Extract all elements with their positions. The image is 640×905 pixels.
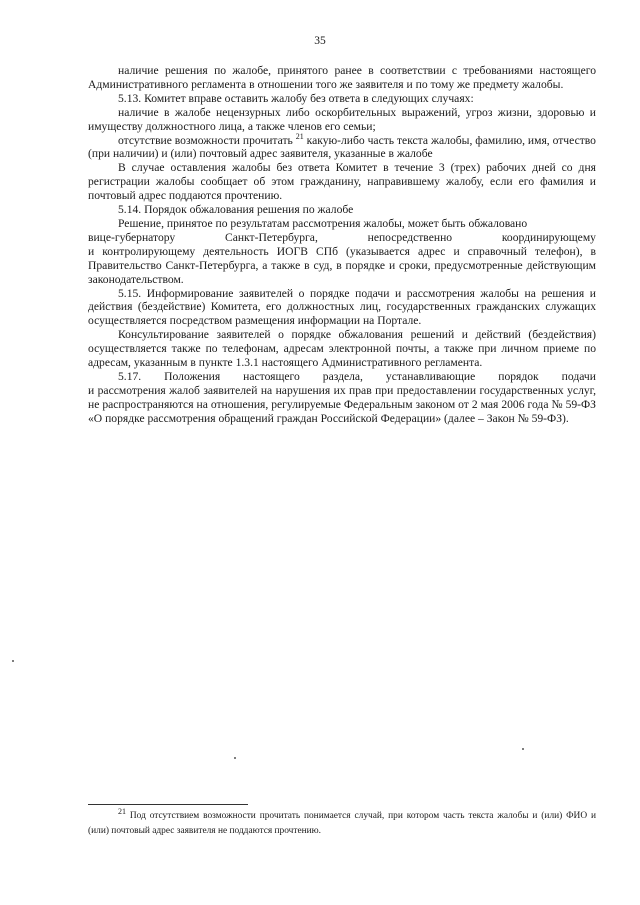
- paragraph-unreadable: [88, 131, 596, 162]
- spread-word: устанавливающие: [385, 369, 476, 383]
- spread-word: вице-губернатору: [88, 230, 176, 244]
- spread-word: координирующему: [501, 230, 596, 244]
- page-number: 35: [314, 35, 326, 47]
- spread-word: раздела,: [322, 369, 363, 383]
- footnote-number: 21: [118, 806, 126, 816]
- scan-speck: [12, 660, 14, 662]
- footnote-divider: [88, 804, 248, 805]
- spread-word: подачи: [561, 369, 596, 383]
- paragraph-1: наличие решения по жалобе, принятого ранее в соответствии с требованиями настоящего Административного регламента в отношении того же заявителя и по тому же предмету жалобы.: [88, 64, 596, 91]
- body-text: [88, 64, 596, 426]
- spread-word: непосредственно: [367, 230, 453, 244]
- paragraph-5-13: 5.13. Комитет вправе оставить жалобу без ответа в следующих случаях:: [118, 91, 474, 105]
- paragraph-obscene: наличие в жалобе нецензурных либо оскорбительных выражений, угроз жизни, здоровью и имуществу должностного лица, а также членов его семьи;: [88, 105, 596, 133]
- spread-word: Положения: [164, 369, 221, 383]
- paragraph-unreadable-start: отсутствие возможности прочитать: [118, 133, 293, 147]
- footnote-body: Под отсутствием возможности прочитать понимается случай, при котором часть текста жалобы и (или) ФИО и (или) почтовый адрес заявителя не поддаются прочтению.: [88, 811, 596, 836]
- footnote-text: [88, 806, 596, 839]
- spread-word: Санкт-Петербурга,: [224, 230, 318, 244]
- section-5-17-spread-line: [88, 370, 596, 384]
- spread-word: 5.17.: [118, 369, 142, 383]
- footnote: [88, 806, 596, 839]
- spread-word: порядок: [498, 369, 539, 383]
- paragraph-no-answer: В случае оставления жалобы без ответа Комитет в течение 3 (трех) рабочих дней со дня регистрации жалобы сообщает об этом гражданину, направившему жалобу, если его фамилия и почтовый адрес поддаются прочтению.: [88, 161, 596, 203]
- paragraph-5-14: 5.14. Порядок обжалования решения по жалобе: [118, 203, 354, 217]
- paragraph-5-15: 5.15. Информирование заявителей о порядке подачи и рассмотрения жалобы на решения и действия (бездействие) Комитета, его должностных лиц, государственных гражданских служащих осуществляется посредством размещения информации на Портале.: [88, 286, 596, 328]
- footnote-ref: 21: [295, 131, 304, 141]
- scan-speck: [234, 757, 236, 759]
- spread-word: настоящего: [243, 369, 300, 383]
- paragraph-appeal-end: и контролирующему деятельность ИОГВ СПб (указывается адрес и справочный телефон), в Правительство Санкт-Петербурга, а также в суд, в порядке и сроки, предусмотренные действующим законодательством.: [88, 244, 596, 286]
- paragraph-unreadable-end: какую-либо часть текста жалобы, фамилию, имя, отчество (при наличии) и (или) почтовый адрес заявителя, указанные в жалобе: [88, 133, 596, 161]
- appeal-spread-line: [88, 231, 596, 245]
- paragraph-consulting: Консультирование заявителей о порядке обжалования решений и действий (бездействия) осуществляется также по телефонам, адресам электронной почты, а также при личном приеме по адресам, указанным в пункте 1.3.1 настоящего Административного регламента.: [88, 328, 596, 370]
- scan-speck: [522, 748, 524, 750]
- paragraph-5-17-end: и рассмотрения жалоб заявителей на нарушения их прав при предоставлении государственных услуг, не распространяются на отношения, регулируемые Федеральным законом от 2 мая 2006 года № 59-ФЗ «О порядке рассмотрения обращений граждан Российской Федерации» (далее – Закон № 59-ФЗ).: [88, 383, 596, 425]
- paragraph-appeal-start: Решение, принятое по результатам рассмотрения жалобы, может быть обжаловано: [118, 216, 528, 230]
